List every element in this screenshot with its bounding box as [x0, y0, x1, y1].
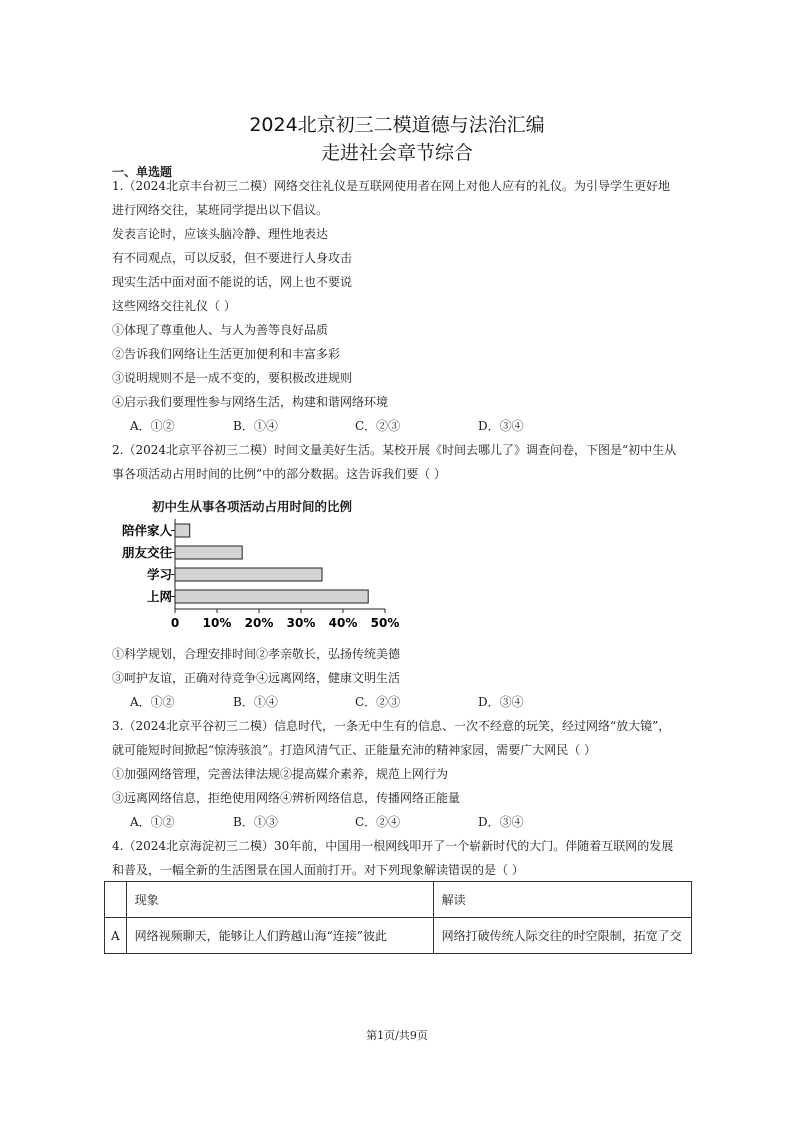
- q1-item-3: ③说明规则不是一成不变的，要积极改进规则: [112, 371, 353, 385]
- q4-stem-line-1: 4.（2024北京海淀初三二模）30年前，中国用一根网线叩开了一个崭新时代的大门。伴随着互联网的发展: [112, 839, 674, 853]
- q1-prompt: 这些网络交往礼仪（ ）: [112, 299, 236, 313]
- y-tick-label: 上网: [146, 589, 172, 604]
- q3-option-c: C．②④: [355, 815, 401, 829]
- x-tick-label: 0: [170, 616, 180, 630]
- q2-stem-line-1: 2.（2024北京平谷初三二模）时间文量美好生活。某校开展《时间去哪儿了》调查问卷，下图是“初中生从: [112, 443, 677, 457]
- q1-item-1: ①体现了尊重他人、与人为善等良好品质: [112, 323, 329, 337]
- x-tick-label: 40%: [328, 616, 358, 630]
- q3-option-d: D．③④: [478, 815, 524, 829]
- x-tick-label: 10%: [202, 616, 232, 630]
- q1-option-a: A．①②: [130, 419, 175, 433]
- q1-stem-line-2: 进行网络交往，某班同学提出以下倡议。: [112, 203, 329, 217]
- q1-option-b: B．①④: [233, 419, 278, 433]
- document-subtitle: 走进社会章节综合: [320, 142, 473, 164]
- table-cell: 网络视频聊天，能够让人们跨越山海“连接”彼此: [126, 918, 433, 954]
- section-label: 一、单选题: [112, 165, 173, 179]
- q4-stem-line-2: 和普及，一幅全新的生活图景在国人面前打开。对下列现象解读错误的是（ ）: [112, 863, 524, 877]
- bar-3: [175, 590, 368, 603]
- q1-proposal-2: 有不同观点，可以反驳，但不要进行人身攻击: [112, 251, 353, 265]
- table-header-cell: [105, 882, 127, 918]
- table-header-cell: 解读: [433, 882, 691, 918]
- q1-proposal-1: 发表言论时，应该头脑冷静、理性地表达: [112, 227, 329, 241]
- q3-option-a: A．①②: [130, 815, 175, 829]
- x-tick-label: 50%: [370, 616, 400, 630]
- q1-option-d: D．③④: [478, 419, 524, 433]
- document-title: 2024北京初三二模道德与法治汇编: [249, 114, 545, 136]
- table-cell: A: [105, 918, 127, 954]
- q2-stem-line-2: 事各项活动占用时间的比例”中的部分数据。这告诉我们要（ ）: [112, 467, 446, 481]
- y-tick-label: 学习: [146, 567, 172, 582]
- q2-item-line-2: ③呵护友谊，正确对待竞争④远离网络，健康文明生活: [112, 671, 401, 685]
- q3-stem-line-1: 3.（2024北京平谷初三二模）信息时代，一条无中生有的信息、一次不经意的玩笑，经过网络“放大镜”，: [112, 719, 671, 733]
- q1-stem-line-1: 1.（2024北京丰台初三二模）网络交往礼仪是互联网使用者在网上对他人应有的礼仪。为引导学生更好地: [112, 179, 670, 193]
- q3-option-b: B．①③: [233, 815, 278, 829]
- table-header-row: [105, 882, 692, 918]
- q2-option-d: D．③④: [478, 695, 524, 709]
- page-footer: 第1页/共9页: [366, 1029, 428, 1042]
- table-cell: 网络打破传统人际交往的时空限制，拓宽了交: [433, 918, 691, 954]
- q2-option-c: C．②③: [355, 695, 401, 709]
- q1-item-4: ④启示我们要理性参与网络生活，构建和谐网络环境: [112, 395, 389, 409]
- bar-1: [175, 546, 242, 559]
- q1-item-2: ②告诉我们网络让生活更加便利和丰富多彩: [112, 347, 341, 361]
- bar-0: [175, 524, 190, 537]
- q4-table: [104, 881, 692, 954]
- q1-option-c: C．②③: [355, 419, 401, 433]
- y-tick-label: 朋友交往: [121, 545, 172, 560]
- q2-item-line-1: ①科学规划，合理安排时间②孝亲敬长，弘扬传统美德: [112, 647, 401, 661]
- table-row: [105, 918, 692, 954]
- q3-items-line-2: ③远离网络信息，拒绝使用网络④辨析网络信息，传播网络正能量: [112, 791, 461, 805]
- x-tick-label: 30%: [286, 616, 316, 630]
- bar-2: [175, 568, 322, 581]
- q1-proposal-3: 现实生活中面对面不能说的话，网上也不要说: [112, 275, 353, 289]
- q2-option-a: A．①②: [130, 695, 175, 709]
- bar-chart: [110, 515, 410, 637]
- x-tick-label: 20%: [244, 616, 274, 630]
- table-header-cell: 现象: [126, 882, 433, 918]
- y-tick-label: 陪伴家人: [121, 523, 172, 538]
- q3-stem-line-2: 就可能短时间掀起“惊涛骇浪”。打造风清气正、正能量充沛的精神家园，需要广大网民（ ）: [112, 743, 597, 757]
- q3-items-line-1: ①加强网络管理，完善法律法规②提高媒介素养，规范上网行为: [112, 767, 449, 781]
- chart-title: 初中生从事各项活动占用时间的比例: [152, 499, 353, 514]
- q2-option-b: B．①④: [233, 695, 278, 709]
